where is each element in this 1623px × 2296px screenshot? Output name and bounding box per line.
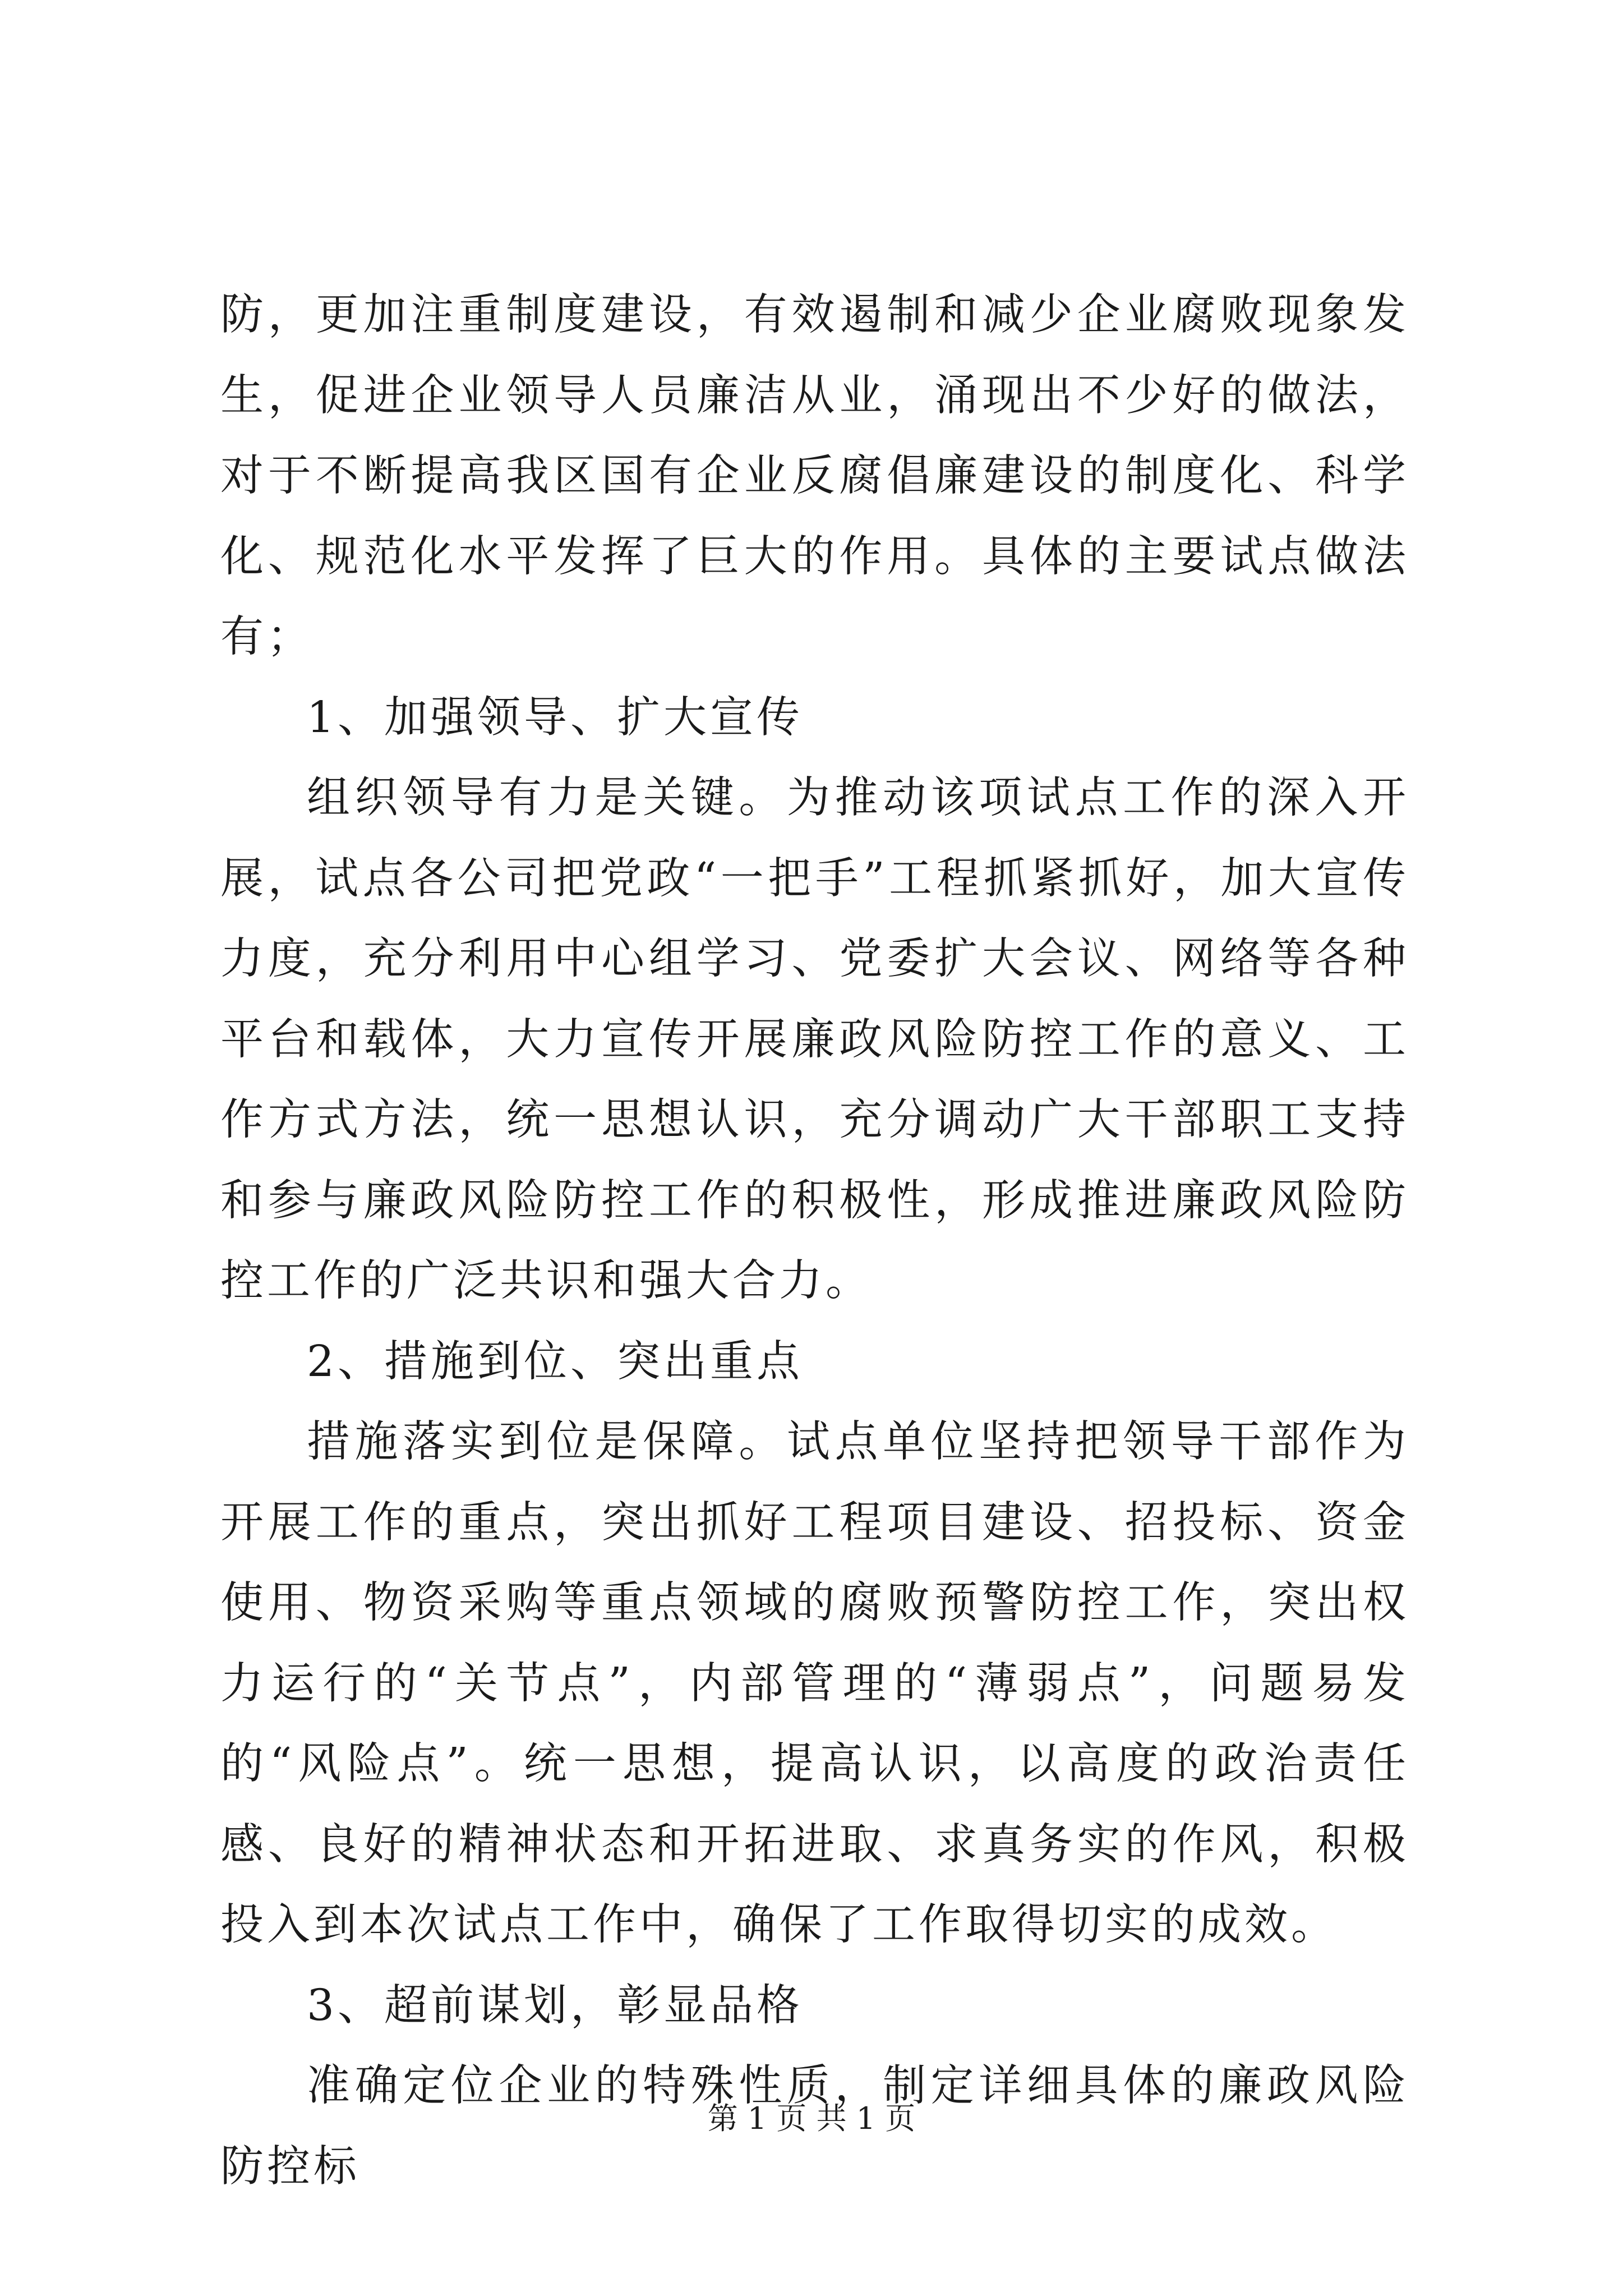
paragraph-measures: 措施落实到位是保障。试点单位坚持把领导干部作为开展工作的重点，突出抓好工程项目建设、招投标、资金使用、物资采购等重点领域的腐败预警防控工作，突出权力运行的“关节点”，内部管理的“薄弱点”，问题易发的“风险点”。统一思想，提高认识，以高度的政治责任感、良好的精神状态和开拓进取、求真务实的作风，积极投入到本次试点工作中，确保了工作取得切实的成效。: [220, 1417, 1409, 1950]
section-heading-2: 2、措施到位、突出重点: [307, 1336, 803, 1387]
paragraph-continuation: 防，更加注重制度建设，有效遏制和减少企业腐败现象发生，促进企业领导人员廉洁从业，涌现出不少好的做法，对于不断提高我区国有企业反腐倡廉建设的制度化、科学化、规范化水平发挥了巨大的作用。具体的主要试点做法有；: [220, 290, 1409, 662]
paragraph-leadership: 组织领导有力是关键。为推动该项试点工作的深入开展，试点各公司把党政“一把手”工程抓紧抓好，加大宣传力度，充分利用中心组学习、党委扩大会议、网络等各种平台和载体，大力宣传开展廉政风险防控工作的意义、工作方式方法，统一思想认识，充分调动广大干部职工支持和参与廉政风险防控工作的积极性，形成推进廉政风险防控工作的广泛共识和强大合力。: [220, 773, 1409, 1306]
paragraph-positioning: 准确定位企业的特殊性质，制定详细具体的廉政风险防控标: [220, 2061, 1409, 2192]
section-heading-3: 3、超前谋划，彰显品格: [307, 1980, 803, 2031]
document-body: [220, 275, 1409, 2207]
section-heading-1: 1、加强领导、扩大宣传: [307, 692, 803, 743]
page-number-footer: 第 1 页 共 1 页: [707, 2101, 916, 2136]
